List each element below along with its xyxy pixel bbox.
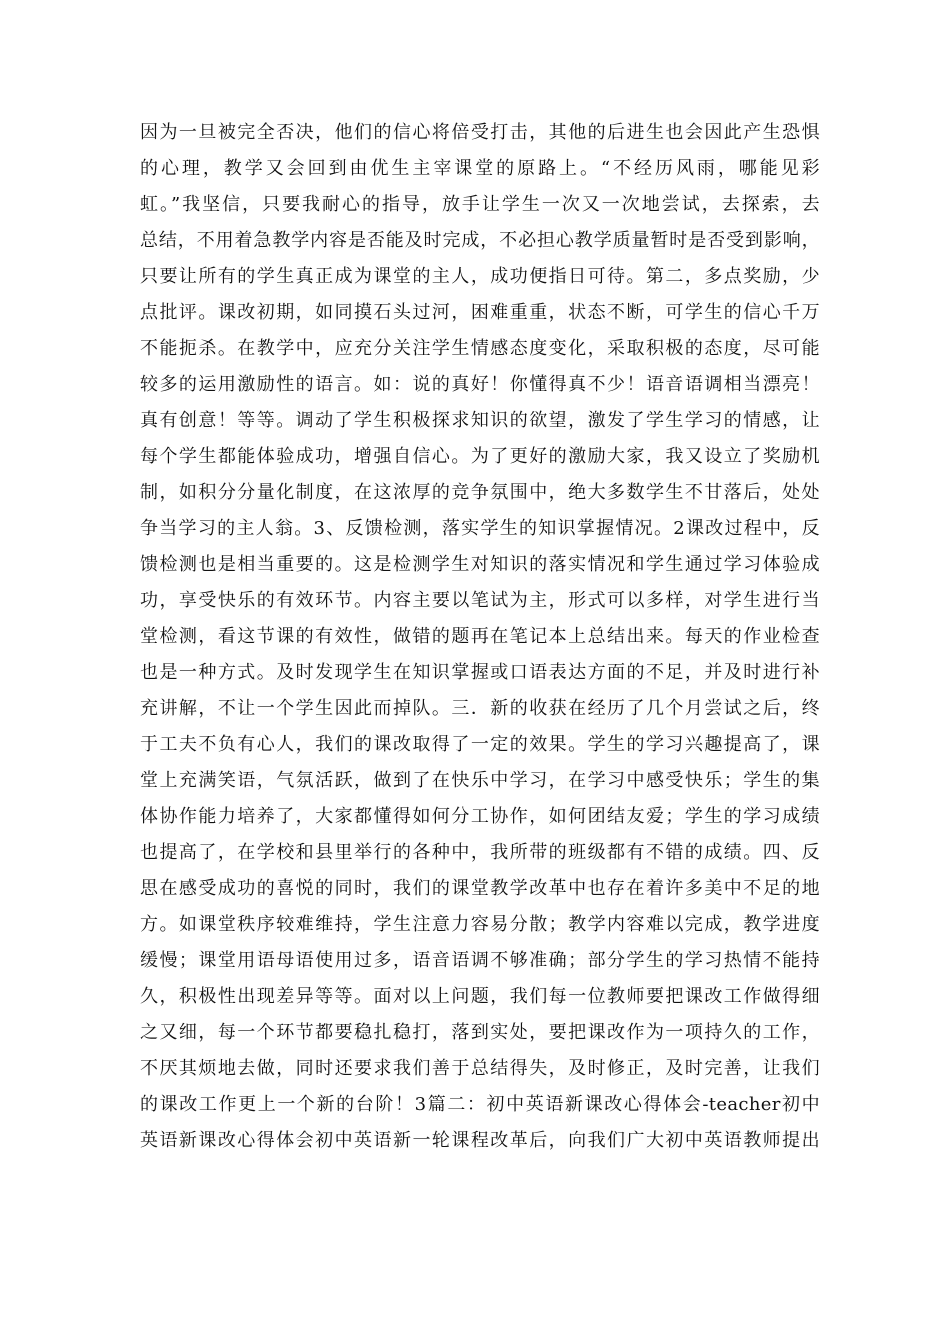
text-line: 馈检测也是相当重要的。这是检测学生对知识的落实情况和学生通过学习体验成	[140, 554, 820, 575]
text-line: 因为一旦被完全否决，他们的信心将倍受打击，其他的后进生也会因此产生恐惧	[140, 122, 820, 143]
text-line: 功，享受快乐的有效环节。内容主要以笔试为主，形式可以多样，对学生进行当	[140, 590, 820, 611]
text-line: 方。如课堂秩序较难维持，学生注意力容易分散；教学内容难以完成，教学进度	[140, 914, 820, 935]
text-line: 的课改工作更上一个新的台阶！3篇二：初中英语新课改心得体会-teacher初中	[140, 1094, 820, 1115]
text-line: 虹。”我坚信，只要我耐心的指导，放手让学生一次又一次地尝试，去探索，去	[140, 194, 820, 215]
text-line: 体协作能力培养了，大家都懂得如何分工协作，如何团结友爱；学生的学习成绩	[140, 806, 820, 827]
text-line: 于工夫不负有心人，我们的课改取得了一定的效果。学生的学习兴趣提高了，课	[140, 734, 820, 755]
text-line: 堂上充满笑语，气氛活跃，做到了在快乐中学习，在学习中感受快乐；学生的集	[140, 770, 820, 791]
text-line: 的心理，教学又会回到由优生主宰课堂的原路上。“不经历风雨，哪能见彩	[140, 158, 820, 179]
text-line: 较多的运用激励性的语言。如：说的真好！你懂得真不少！语音语调相当漂亮！	[140, 374, 820, 395]
text-line: 英语新课改心得体会初中英语新一轮课程改革后，向我们广大初中英语教师提出	[140, 1130, 820, 1151]
text-line: 每个学生都能体验成功，增强自信心。为了更好的激励大家，我又设立了奖励机	[140, 446, 820, 467]
text-line: 争当学习的主人翁。3、反馈检测，落实学生的知识掌握情况。2课改过程中，反	[140, 518, 820, 539]
text-line: 充讲解，不让一个学生因此而掉队。三．新的收获在经历了几个月尝试之后，终	[140, 698, 820, 719]
text-line: 也是一种方式。及时发现学生在知识掌握或口语表达方面的不足，并及时进行补	[140, 662, 820, 683]
text-line: 思在感受成功的喜悦的同时，我们的课堂教学改革中也存在着许多美中不足的地	[140, 878, 820, 899]
text-line: 总结，不用着急教学内容是否能及时完成，不必担心教学质量暂时是否受到影响，	[140, 230, 820, 251]
text-line: 不厌其烦地去做，同时还要求我们善于总结得失，及时修正，及时完善，让我们	[140, 1058, 820, 1079]
body-text	[140, 115, 820, 1159]
text-line: 久，积极性出现差异等等。面对以上问题，我们每一位教师要把课改工作做得细	[140, 986, 820, 1007]
text-line: 点批评。课改初期，如同摸石头过河，困难重重，状态不断，可学生的信心千万	[140, 302, 820, 323]
text-line: 缓慢；课堂用语母语使用过多，语音语调不够准确；部分学生的学习热情不能持	[140, 950, 820, 971]
text-line: 只要让所有的学生真正成为课堂的主人，成功便指日可待。第二，多点奖励，少	[140, 266, 820, 287]
text-line: 真有创意！等等。调动了学生积极探求知识的欲望，激发了学生学习的情感，让	[140, 410, 820, 431]
text-line: 不能扼杀。在教学中，应充分关注学生情感态度变化，采取积极的态度，尽可能	[140, 338, 820, 359]
text-line: 也提高了，在学校和县里举行的各种中，我所带的班级都有不错的成绩。四、反	[140, 842, 820, 863]
text-line: 堂检测，看这节课的有效性，做错的题再在笔记本上总结出来。每天的作业检查	[140, 626, 820, 647]
text-line: 之又细，每一个环节都要稳扎稳打，落到实处，要把课改作为一项持久的工作，	[140, 1022, 820, 1043]
text-line: 制，如积分分量化制度，在这浓厚的竞争氛围中，绝大多数学生不甘落后，处处	[140, 482, 820, 503]
